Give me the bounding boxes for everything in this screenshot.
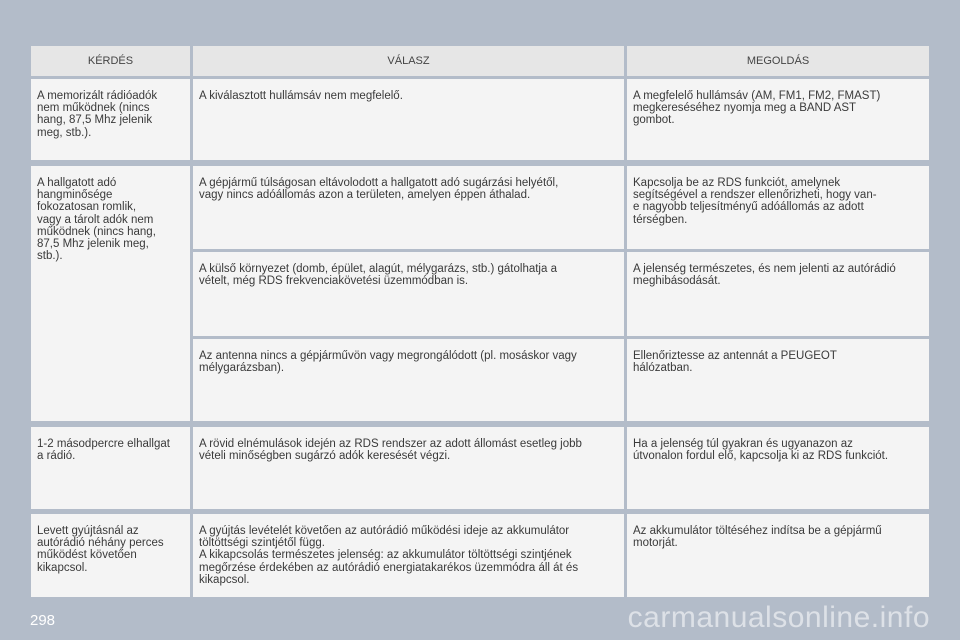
solution-cell: A megfelelő hullámsáv (AM, FM1, FM2, FMAST) megkereséséhez nyomja meg a BAND AST gombot. [627,79,929,160]
header-question: KÉRDÉS [31,46,190,76]
answer-cell: A rövid elnémulások idején az RDS rendszer az adott állomást esetleg jobb vételi minőségben sugárzó adók keresését végzi. [193,427,624,509]
question-cell: 1-2 másodpercre elhallgat a rádió. [31,427,190,509]
question-cell: A memorizált rádióadók nem működnek (nincs hang, 87,5 Mhz jelenik meg, stb.). [31,79,190,160]
answer-cell: A külső környezet (domb, épület, alagút, mélygarázs, stb.) gátolhatja a vételt, még RDS frekvenciakövetési üzemmódban is. [193,252,624,336]
solution-cell: Ellenőriztesse az antennát a PEUGEOT hálózatban. [627,339,929,421]
watermark: carmanualsonline.info [627,601,930,634]
solution-cell: Az akkumulátor töltéséhez indítsa be a gépjármű motorját. [627,514,929,597]
solution-cell: Ha a jelenség túl gyakran és ugyanazon az útvonalon fordul elő, kapcsolja ki az RDS funkciót. [627,427,929,509]
solution-cell: A jelenség természetes, és nem jelenti az autórádió meghibásodását. [627,252,929,336]
answer-cell: A kiválasztott hullámsáv nem megfelelő. [193,79,624,160]
question-cell: Levett gyújtásnál az autórádió néhány perces működést követően kikapcsol. [31,514,190,597]
header-solution: MEGOLDÁS [627,46,929,76]
answer-cell: Az antenna nincs a gépjárművön vagy megrongálódott (pl. mosáskor vagy mélygarázsban). [193,339,624,421]
answer-cell: A gyújtás levételét követően az autórádió működési ideje az akkumulátor töltöttségi szintjétől függ. A kikapcsolás természetes jelenség: az akkumulátor töltöttségi szintjének megőrzése érdekében az autórádió energiatakarékos üzemmódra áll át és kikapcsol. [193,514,624,597]
header-answer: VÁLASZ [193,46,624,76]
solution-cell: Kapcsolja be az RDS funkciót, amelynek segítségével a rendszer ellenőrizheti, hogy van- e nagyobb teljesítményű adóállomás az adott térségben. [627,166,929,249]
page-number: 298 [30,612,56,629]
question-cell: A hallgatott adó hangminősége fokozatosan romlik, vagy a tárolt adók nem működnek (nincs hang, 87,5 Mhz jelenik meg, stb.). [31,166,190,421]
answer-cell: A gépjármű túlságosan eltávolodott a hallgatott adó sugárzási helyétől, vagy nincs adóállomás azon a területen, amelyen éppen áthalad. [193,166,624,249]
